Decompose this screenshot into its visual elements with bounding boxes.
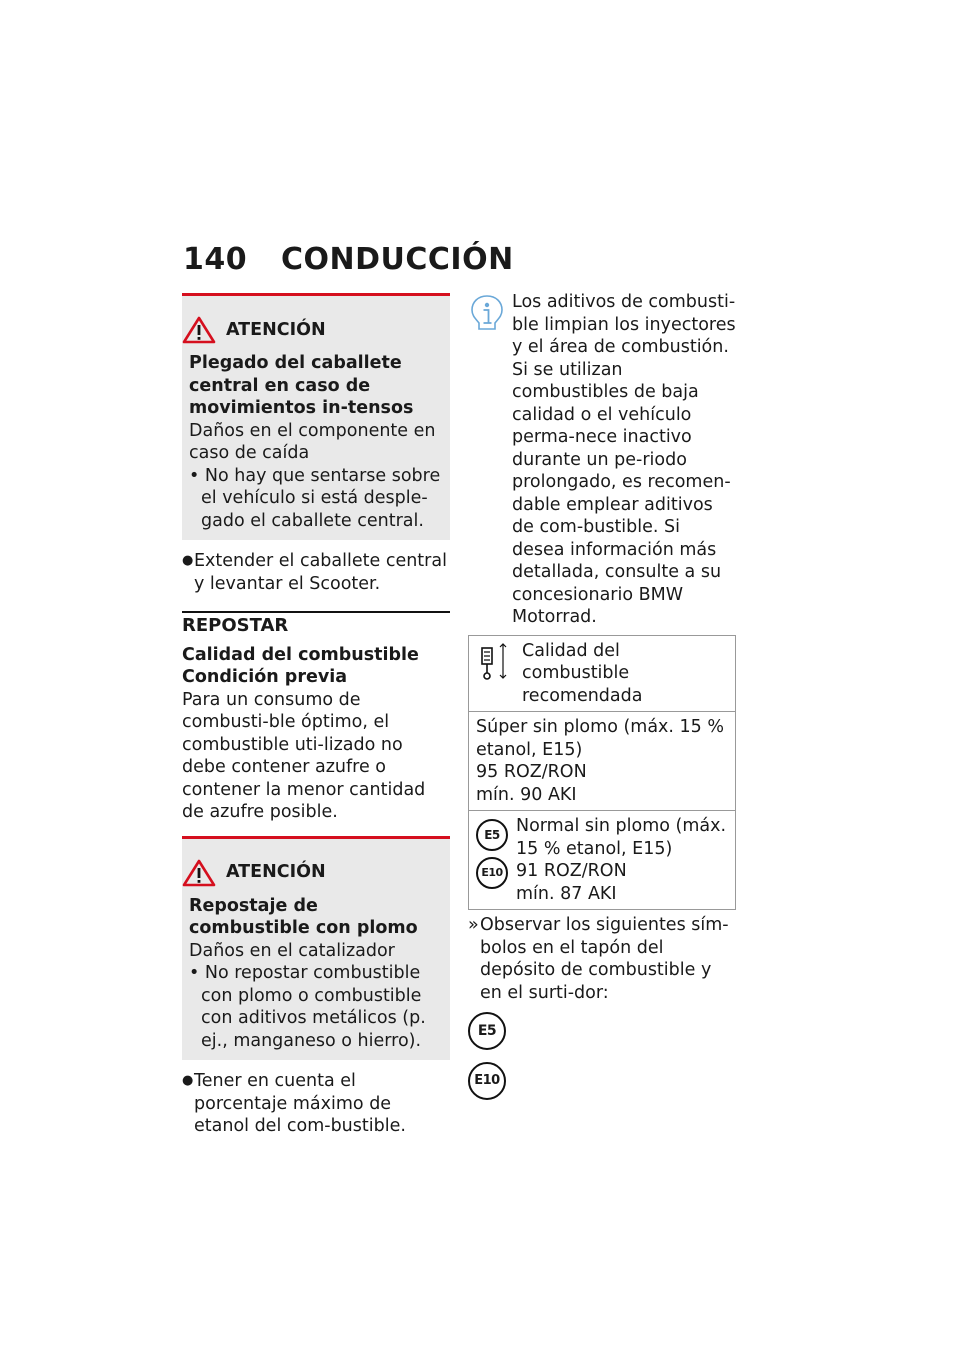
warning-triangle-icon: [182, 316, 216, 344]
step-extend-stand: ● Extender el caballete central y levantar el Scooter.: [182, 551, 447, 594]
bullet-dot-icon: ●: [182, 553, 194, 568]
warning-effect: Daños en el catalizador: [189, 940, 395, 961]
precondition-title: Condición previa: [182, 667, 348, 687]
warning-box-stand: [182, 293, 450, 540]
fuel-table-title: Calidad del combustible recomendada: [522, 640, 643, 706]
info-note: [468, 291, 736, 629]
step-ethanol: ● Tener en cuenta el porcentaje máximo de etanol del com-bustible.: [182, 1071, 406, 1136]
e5-symbol-icon: E5: [468, 1012, 506, 1050]
chapter-title: CONDUCCIÓN: [281, 242, 514, 277]
info-bulb-icon: [468, 293, 506, 340]
warning-title: ATENCIÓN: [182, 316, 442, 344]
fuel-row-normal: E5 E10 Normal sin plomo (máx. 15 % etanol, E15) 91 ROZ/RON mín. 87 AKI: [469, 810, 735, 909]
warning-heading: Repostaje de combustible con plomo: [189, 895, 418, 938]
warning-effect: Daños en el componente en caso de caída: [189, 420, 436, 463]
step-symbols: » Observar los siguientes sím-bolos en el tapón del depósito de combustible y en el surti-dor:: [468, 915, 729, 1003]
section-subtitle: Calidad del combustible: [182, 644, 419, 665]
section-divider: [182, 611, 450, 824]
fuel-quality-table: [468, 635, 736, 911]
warning-title: ATENCIÓN: [182, 859, 442, 887]
fuel-table-header: [469, 636, 735, 712]
e5-badge-icon: E5: [476, 819, 508, 851]
e10-symbol-icon: E10: [468, 1062, 506, 1100]
warning-heading: Plegado del caballete central en caso de movimientos in-tensos: [189, 353, 414, 418]
warning-remedy: • No repostar combustible con plomo o combustible con aditivos metálicos (p. ej., manganeso o hierro).: [189, 963, 426, 1051]
page-number: 140: [183, 242, 248, 277]
precondition-text: Para un consumo de combusti-ble óptimo, el combustible uti-lizado no debe contener azufre o contener la menor cantidad de azufre posible.: [182, 689, 426, 822]
section-title: REPOSTAR: [182, 615, 289, 636]
e10-badge-icon: E10: [476, 857, 508, 889]
bullet-dot-icon: ●: [182, 1073, 194, 1088]
warning-triangle-icon: [182, 859, 216, 887]
left-column: [182, 293, 450, 1138]
fuel-pump-icon: [476, 640, 512, 689]
fuel-symbols: [468, 1012, 736, 1100]
page-header: [183, 242, 514, 277]
right-column: [468, 291, 736, 1100]
info-text: Los aditivos de combusti-ble limpian los inyectores y el área de combustión. Si se utilizan combustibles de baja calidad o el vehículo perma-nece inactivo durante un pe-riodo prolongado, es recomen-dable emplear aditivos de com-bustible. Si desea información más detallada, consulte a su concesionario BMW Motorrad.: [512, 292, 736, 627]
result-arrow-icon: »: [468, 915, 479, 935]
warning-box-leaded: [182, 836, 450, 1061]
fuel-row-super: Súper sin plomo (máx. 15 % etanol, E15) 95 ROZ/RON mín. 90 AKI: [469, 711, 735, 810]
warning-remedy: • No hay que sentarse sobre el vehículo si está desple-gado el caballete central.: [189, 465, 441, 531]
fuel-badges: [476, 815, 508, 889]
